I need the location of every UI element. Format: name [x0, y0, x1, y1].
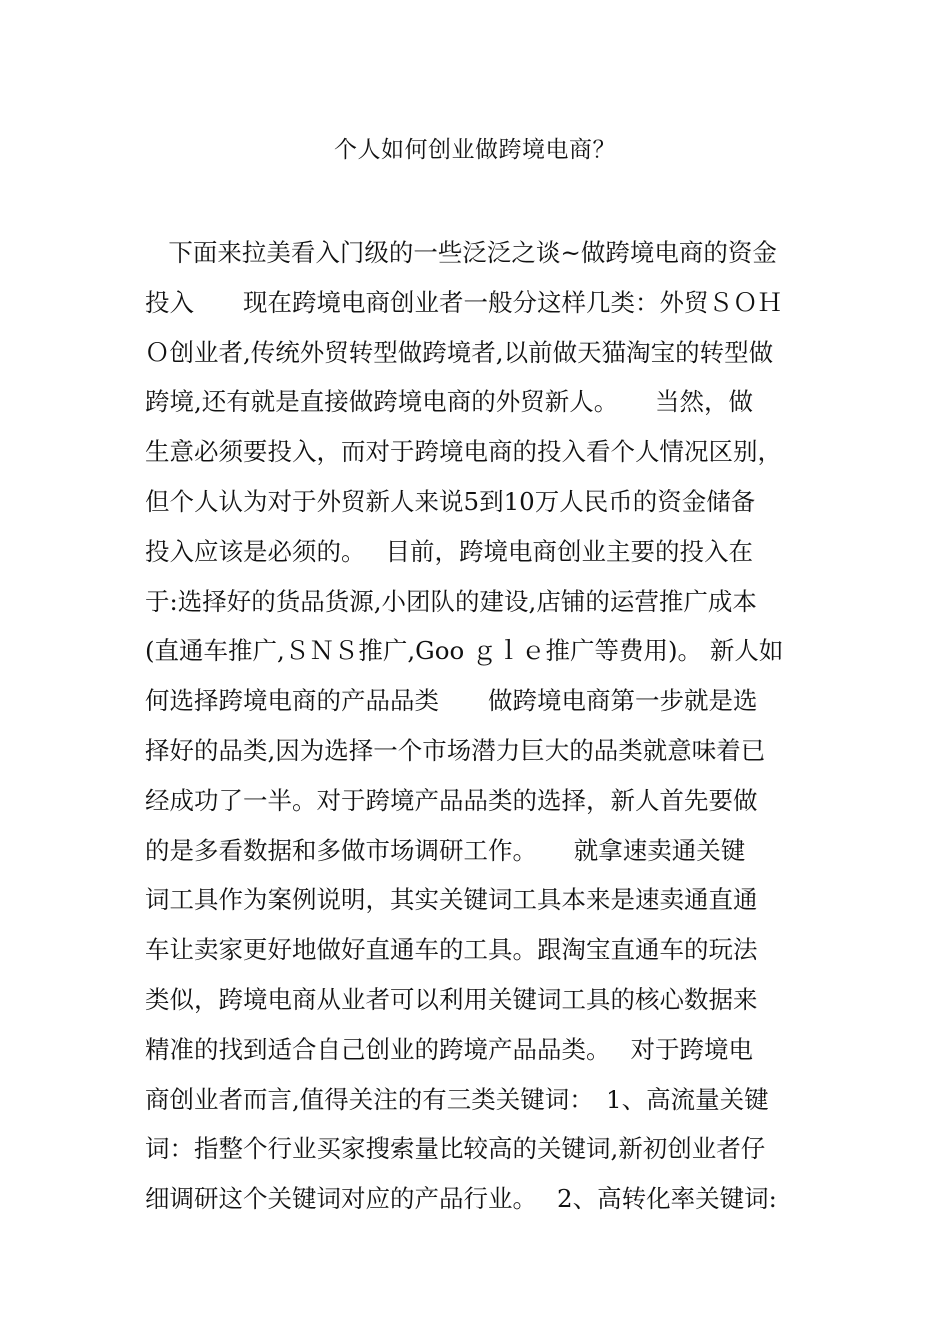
body-line: 细调研这个关键词对应的产品行业。 2、高转化率关键词:: [145, 1184, 777, 1214]
body-line: 词：指整个行业买家搜索量比较高的关键词,新初创业者仔: [145, 1134, 766, 1164]
body-line: 择好的品类,因为选择一个市场潜力巨大的品类就意味着已: [145, 735, 766, 765]
body-line: 商创业者而言,值得关注的有三类关键词： 1、高流量关键: [145, 1084, 769, 1114]
document-title: 个人如何创业做跨境电商？: [334, 137, 616, 163]
body-line: 于:选择好的货品货源,小团队的建设,店铺的运营推广成本: [145, 586, 757, 616]
body-line: 生意必须要投入，而对于跨境电商的投入看个人情况区别，: [145, 437, 782, 467]
body-line: 投入应该是必须的。 目前，跨境电商创业主要的投入在: [145, 536, 754, 566]
body-line: Ｏ创业者,传统外贸转型做跨境者,以前做天猫淘宝的转型做: [145, 337, 774, 367]
body-line: 下面来拉美看入门级的一些泛泛之谈~做跨境电商的资金: [145, 238, 777, 267]
document-body: [145, 228, 810, 1224]
body-line: 但个人认为对于外贸新人来说5到10万人民币的资金储备: [145, 486, 756, 516]
body-line: 何选择跨境电商的产品品类 做跨境电商第一步就是选: [145, 686, 758, 716]
body-line: 类似，跨境电商从业者可以利用关键词工具的核心数据来: [145, 984, 758, 1014]
body-line: 精准的找到适合自己创业的跨境产品品类。 对于跨境电: [145, 1034, 754, 1064]
body-line: 经成功了一半。对于跨境产品品类的选择，新人首先要做: [145, 785, 758, 815]
body-line: 投入 现在跨境电商创业者一般分这样几类：外贸ＳＯＨ: [145, 287, 782, 317]
body-line: (直通车推广,ＳＮＳ推广,Goo ｇｌｅ推广等费用)。 新人如: [145, 636, 784, 666]
body-line: 车让卖家更好地做好直通车的工具。跟淘宝直通车的玩法: [145, 935, 758, 965]
body-line: 的是多看数据和多做市场调研工作。 就拿速卖通关键: [145, 835, 746, 865]
body-line: 跨境,还有就是直接做跨境电商的外贸新人。 当然，做: [145, 387, 754, 417]
body-line: 词工具作为案例说明，其实关键词工具本来是速卖通直通: [145, 885, 758, 915]
